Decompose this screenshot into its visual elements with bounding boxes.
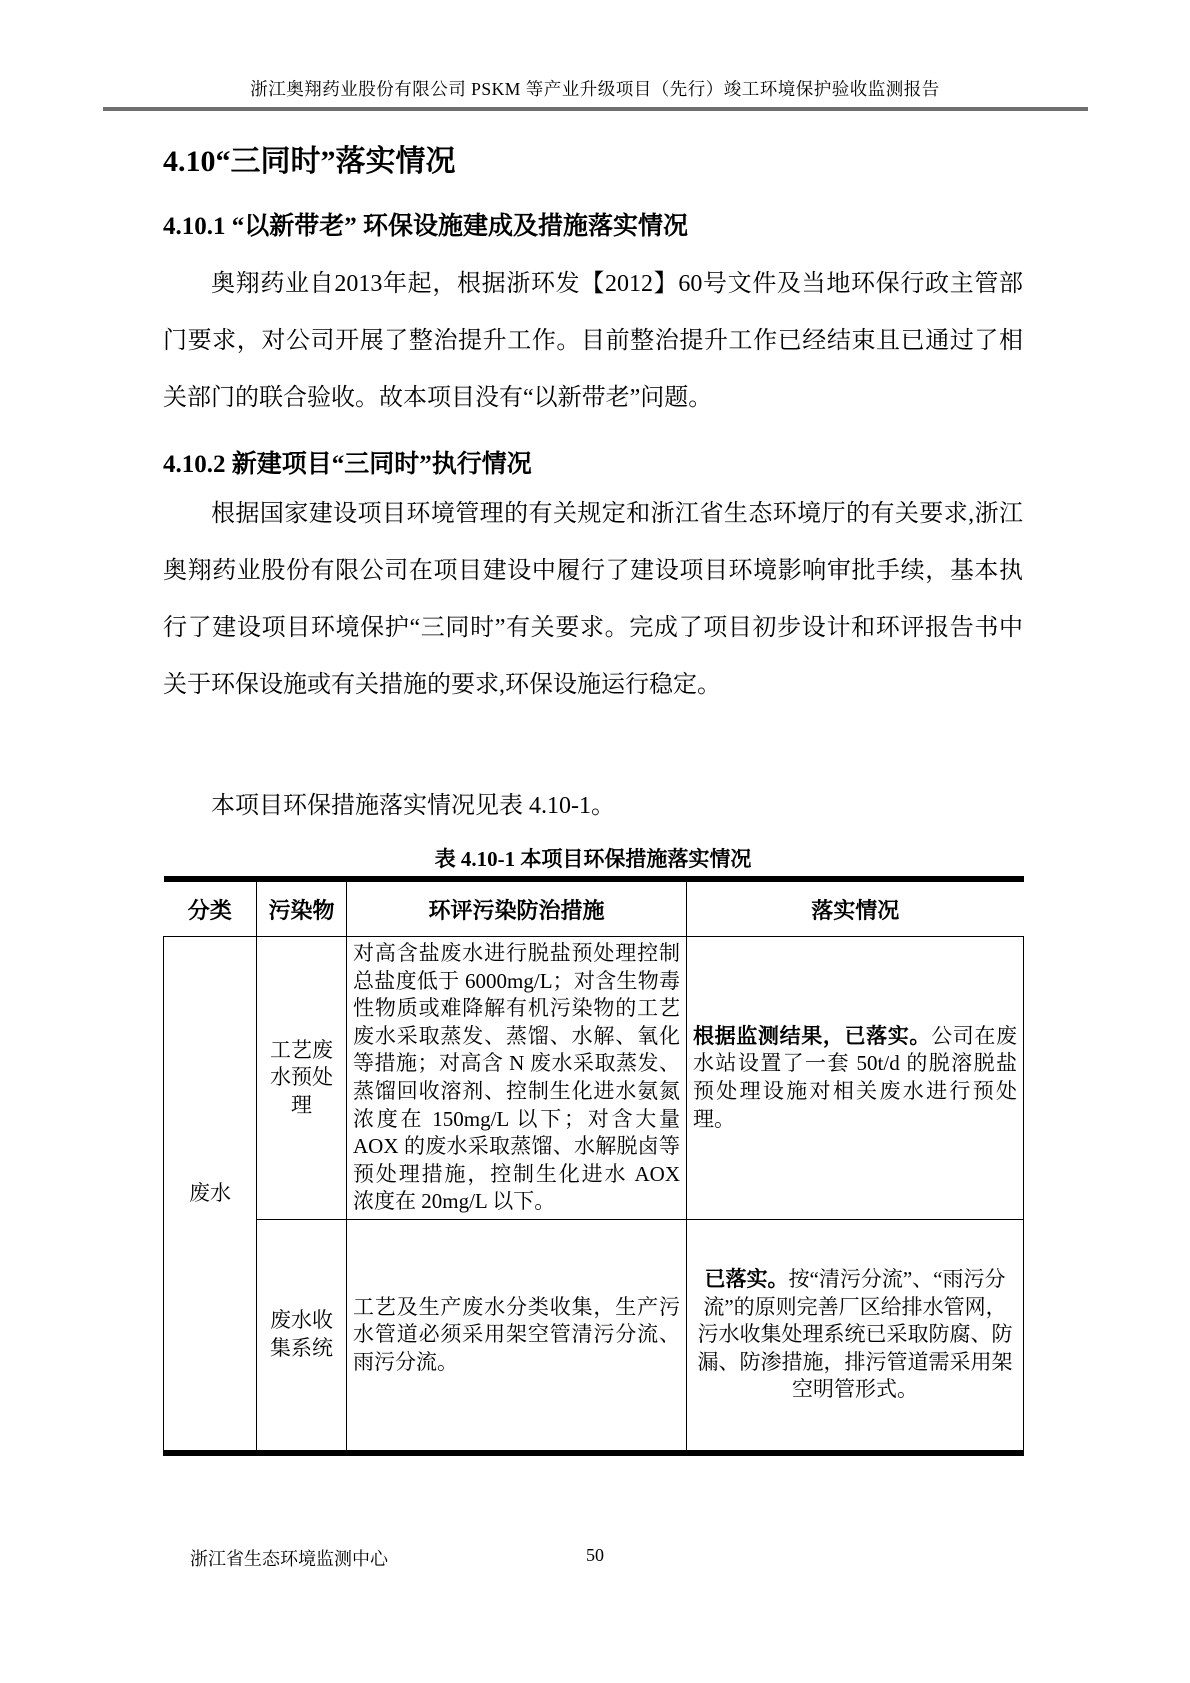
env-measures-table (163, 876, 1024, 1456)
status-1-verdict: 根据监测结果，已落实。 (693, 1023, 932, 1048)
table-row (164, 1219, 1024, 1453)
page-header-title: 浙江奥翔药业股份有限公司 PSKM 等产业升级项目（先行）竣工环境保护验收监测报告 (250, 79, 940, 99)
header-divider (103, 107, 1088, 111)
cell-measure-2: 工艺及生产废水分类收集，生产污水管道必须采用架空管清污分流、雨污分流。 (347, 1219, 687, 1453)
header-cell-category: 分类 (164, 879, 257, 937)
table-header-row (164, 879, 1024, 937)
section-heading-4-10-1: 4.10.1 “以新带老” 环保设施建成及措施落实情况 (163, 213, 689, 240)
section-heading-4-10: 4.10“三同时”落实情况 (163, 145, 456, 178)
status-2-verdict: 已落实。 (704, 1266, 789, 1291)
header-cell-pollutant: 污染物 (257, 879, 347, 937)
footer-organization: 浙江省生态环境监测中心 (190, 1549, 388, 1569)
header-cell-measure: 环评污染防治措施 (347, 879, 687, 937)
cell-status-1 (687, 937, 1024, 1220)
cell-pollutant-2: 废水收集系统 (257, 1219, 347, 1453)
cell-measure-1: 对高含盐废水进行脱盐预处理控制总盐度低于 6000mg/L；对含生物毒性物质或难降解有机污染物的工艺废水采取蒸发、蒸馏、水解、氧化等措施；对高含 N 废水采取蒸发、蒸馏回收溶剂、控制生化进水氨氮浓度在 150mg/L 以下；对含大量 AOX 的废水采取蒸馏、水解脱卤等预处理措施，控制生化进水 AOX 浓度在 20mg/L 以下。 (347, 937, 687, 1220)
cell-category: 废水 (164, 937, 257, 1453)
paragraph-3: 本项目环保措施落实情况见表 4.10-1。 (211, 793, 615, 819)
cell-status-2 (687, 1219, 1024, 1453)
table-row (164, 937, 1024, 1220)
table-caption: 表 4.10-1 本项目环保措施落实情况 (434, 847, 752, 871)
section-heading-4-10-2: 4.10.2 新建项目“三同时”执行情况 (163, 451, 532, 478)
footer-page-number: 50 (586, 1545, 604, 1565)
status-2-detail: 按“清污分流”、“雨污分流”的原则完善厂区给排水管网，污水收集处理系统已采取防腐、防漏、防渗措施，排污管道需采用架空明管形式。 (697, 1266, 1013, 1402)
paragraph-1: 奥翔药业自2013年起，根据浙环发【2012】60号文件及当地环保行政主管部门要求，对公司开展了整治提升工作。目前整治提升工作已经结束且已通过了相关部门的联合验收。故本项目没有“以新带老”问题。 (163, 271, 1023, 411)
header-cell-status: 落实情况 (687, 879, 1024, 937)
paragraph-2: 根据国家建设项目环境管理的有关规定和浙江省生态环境厅的有关要求,浙江奥翔药业股份有限公司在项目建设中履行了建设项目环境影响审批手续，基本执行了建设项目环境保护“三同时”有关要求。完成了项目初步设计和环评报告书中关于环保设施或有关措施的要求,环保设施运行稳定。 (163, 501, 1023, 698)
cell-pollutant-1: 工艺废水预处理 (257, 937, 347, 1220)
status-1-detail: 公司在废水站设置了一套 50t/d 的脱溶脱盐预处理设施对相关废水进行预处理。 (693, 1023, 1018, 1131)
